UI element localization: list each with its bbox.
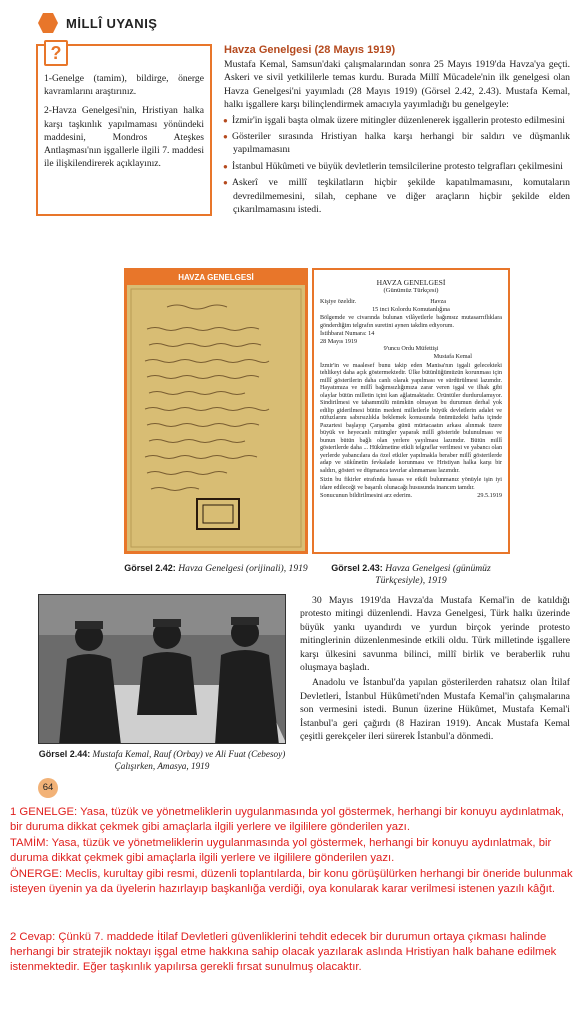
list-item: ● Askerî ve millî teşkilatların hiçbir şekilde kapatılmamasını, komutaların devredilmemesini, silah, cephane ve diğer araçların hiçbir şekilde elden çıkarılmamasını istedi. (224, 176, 570, 216)
question-1: 1-Genelge (tamim), bildirge, önerge kavramlarını araştırınız. (44, 73, 204, 98)
handwriting-illustration (127, 285, 305, 551)
caption-2-44 (38, 748, 286, 772)
list-item: ● İzmir'in işgali başta olmak üzere mitingler düzenlenerek işgallerin protesto edilmesini (224, 114, 570, 127)
header-title: MİLLÎ UYANIŞ (66, 15, 158, 31)
confidential-label: Kişiye özeldir. (320, 298, 357, 305)
translation-header-row (320, 298, 502, 306)
caption-label: Görsel 2.44: (38, 749, 91, 759)
caption-2-43 (312, 562, 510, 587)
question-mark-icon: ? (44, 40, 68, 66)
note-genelge: 1 GENELGE: Yasa, tüzük ve yönetmeliklerin uygulanmasında yol göstermek, herhangi bir konuyu aydınlatmak, bir duruma dikkat çekmek gibi amaçlarla ilgili yerlere ve ilgililere gönderilen yazı. (10, 806, 565, 834)
original-document-image (124, 268, 308, 554)
caption-2-42 (124, 562, 308, 575)
section-title: Havza Genelgesi (28 Mayıs 1919) (224, 44, 396, 56)
translated-document (312, 268, 510, 554)
page-header (38, 12, 157, 34)
main-section (224, 44, 570, 219)
note-answer-2: 2 Cevap: Çünkü 7. maddede İtilaf Devletleri güvenliklerini tehdit edecek bir durumun ortaya çıkması halinde herhangi bir stratejik noktayı işgal etme hakkına sahip olacak yazılarak aslında Hristiyan halk bahane edilmek istenmektedir. Eğer taşkınlık yapılırsa gerekli fırsat sunulmuş olacaktır. (10, 931, 557, 974)
paragraph: 30 Mayıs 1919'da Havza'da Mustafa Kemal'in de katıldığı protesto mitingi düzenlendi. Havza Genelgesi, Türk halkı üzerinde büyük yankı uyandırdı ve yurdun birçok yerinde protesto mitinglerinin düzenlenmesinde etkili oldu. Türk milletinde işgallere karşı ülkesini savunma bilinci, millî birlik ve beraberlik ruhu oluşmaya başladı. (300, 595, 570, 674)
caption-text: Mustafa Kemal, Rauf (Orbay) ve Ali Fuat (Cebesoy) Çalışırken, Amasya, 1919 (92, 749, 286, 771)
photo-illustration (39, 595, 286, 744)
recipient-line: 15 inci Kolordu Komutanlığına (372, 305, 450, 313)
list-item: ● İstanbul Hükûmeti ve büyük devletlerin temsilcilerine protesto telgrafları çekilmesini (224, 160, 570, 173)
caption-label: Görsel 2.43: (331, 563, 383, 573)
intel-number: İstihbarat Numara: 14 (320, 330, 375, 338)
inspector-line: 9'uncu Ordu Müfettişi (383, 345, 439, 353)
question-box (36, 44, 212, 216)
place-label: Havza (430, 298, 446, 305)
caption-text: Havza Genelgesi (orijinali), 1919 (178, 563, 308, 574)
intro-line: Bölgemde ve civarında bulunan vilâyetlerle bağımsız mutasarrıflıklara gönderdiğim telgrafın suretini aynen takdim ediyorum. (320, 315, 502, 329)
page-number: 64 (38, 778, 58, 798)
translation-body: İzmir'in ve maalesef bunu takip eden Manisa'nın işgali gelecekteki tehlikeyi daha açık göstermektedir. Ülke bütünlüğümüzün korunması için millî gösterilerin daha canlı olarak yapılması ve sürdürülmesi lazımdır. Hayatımıza ve millî bağımsızlığımıza zarar veren işgal ve ilhak gibi olaylar bütün milletin içini kan ağlatmaktadır. Ürüntüler durdurulamıyor. Sindirilmesi ve tahammülü mümkün olmayan bu durumun derhal yok edilip giderilmesi bütün medeni milletlerle büyük devletlerin adalet ve nüfuzlarını sabırsızlıkla beklemek konusunda önümüzdeki hafta içinde Pazartesi başlayıp Çarşamba günü mürtacaatın arkası alınmak üzere büyük ve heyecanlı mitingler yaparak millî gösteride bulunulması ve bunun bütün bağlı olan yerlere yayılması lazımdır. Bütün millî gösterilerde daha ... Hükûmetine etkili telgraflar verilmesi ve yabancı olan yerlerde yabancılara da özel etkiler yapılmakla beraber millî gösterilerde adap ve sükûnetin fevkalade korunması ve Hristiyan halka karşı bir saldırı, gösteri ve düşmanca tavırlar alınmaması lazımdır. (320, 362, 502, 474)
paragraph: Anadolu ve İstanbul'da yapılan gösterilerden rahatsız olan İtilaf Devletleri, İstanbul Hükûmeti'nden Mustafa Kemal'in çalışmalarına son vermesini istedi. Bunun üzerine Hükûmet, Mustafa Kemal'i İstanbul'a geri çağırdı (8 Haziran 1919). Ancak Mustafa Kemal çeşitli gerekçeler ileri sürerek İstanbul'a dönmedi. (300, 677, 570, 743)
caption-text: Havza Genelgesi (günümüz Türkçesiyle), 1919 (375, 563, 491, 586)
bullet-list (224, 114, 570, 217)
original-doc-banner: HAVZA GENELGESİ (127, 271, 305, 285)
historical-photo (38, 594, 286, 744)
section-intro: Mustafa Kemal, Samsun'daki çalışmalarından sonra 25 Mayıs 1919'da Havza'ya geçti. Askeri ve sivil yetkililerle temas kurdu. Burada Millî Mücadele'nin ilk genelgesi olan Havza Genelgesi'ni yayımladı (28 Mayıs 1919) (Görsel 2.42, 2.43). Mustafa Kemal, halkı işgallere karşı bilinçlendirmek amacıyla yayımladığı bu genelgeyle: (224, 59, 570, 111)
translation-subtitle: (Günümüz Türkçesi) (383, 287, 439, 294)
doc-date: 28 Mayıs 1919 (320, 337, 358, 345)
sign-text: Sonucunun bildirilmesini arz ederim. (320, 492, 413, 500)
signature-name: Mustafa Kemal (433, 352, 472, 360)
translation-closing: Sizin bu fikirler etrafında hassas ve etkili bulunmanız yönüyle işin iyi idare edileceği ve başarılı olunacağı hususunda inancım tamdır. (320, 477, 502, 491)
list-item: ● Gösteriler sırasında Hristiyan halka karşı herhangi bir saldırı ve düşmanlık yapılmamasını (224, 130, 570, 157)
note-tamim: TAMİM: Yasa, tüzük ve yönetmeliklerin uygulanmasında yol göstermek, herhangi bir konuyu aydınlatmak, bir duruma dikkat çekmek gibi amaçlarla ilgili yerlere ve ilgililere gönderilen yazı. (10, 837, 552, 865)
translation-sign-row (320, 492, 502, 500)
question-2: 2-Havza Genelgesi'nin, Hristiyan halka karşı taşkınlık yapılmaması yönündeki maddesini, Mondros Ateşkes Antlaşması'nın işgallerle ilgili 7. maddesi ile ilişkilendirerek açıklayınız. (44, 105, 204, 170)
right-column (300, 594, 570, 745)
hexagon-icon (38, 13, 58, 33)
caption-label: Görsel 2.42: (124, 563, 176, 573)
note-onerge: ÖNERGE: Meclis, kurultay gibi resmi, düzenli toplantılarda, bir konu görüşülürken herhangi bir öneride bulunmak isteyen üyenin ya da üyelerin hazırlayıp başkanlığa verdiği, oya konularak karar verilmesi istenen yazılı kâğıt. (10, 868, 573, 896)
sign-date: 29.5.1919 (477, 492, 502, 500)
translation-title: HAVZA GENELGESİ (376, 278, 446, 287)
